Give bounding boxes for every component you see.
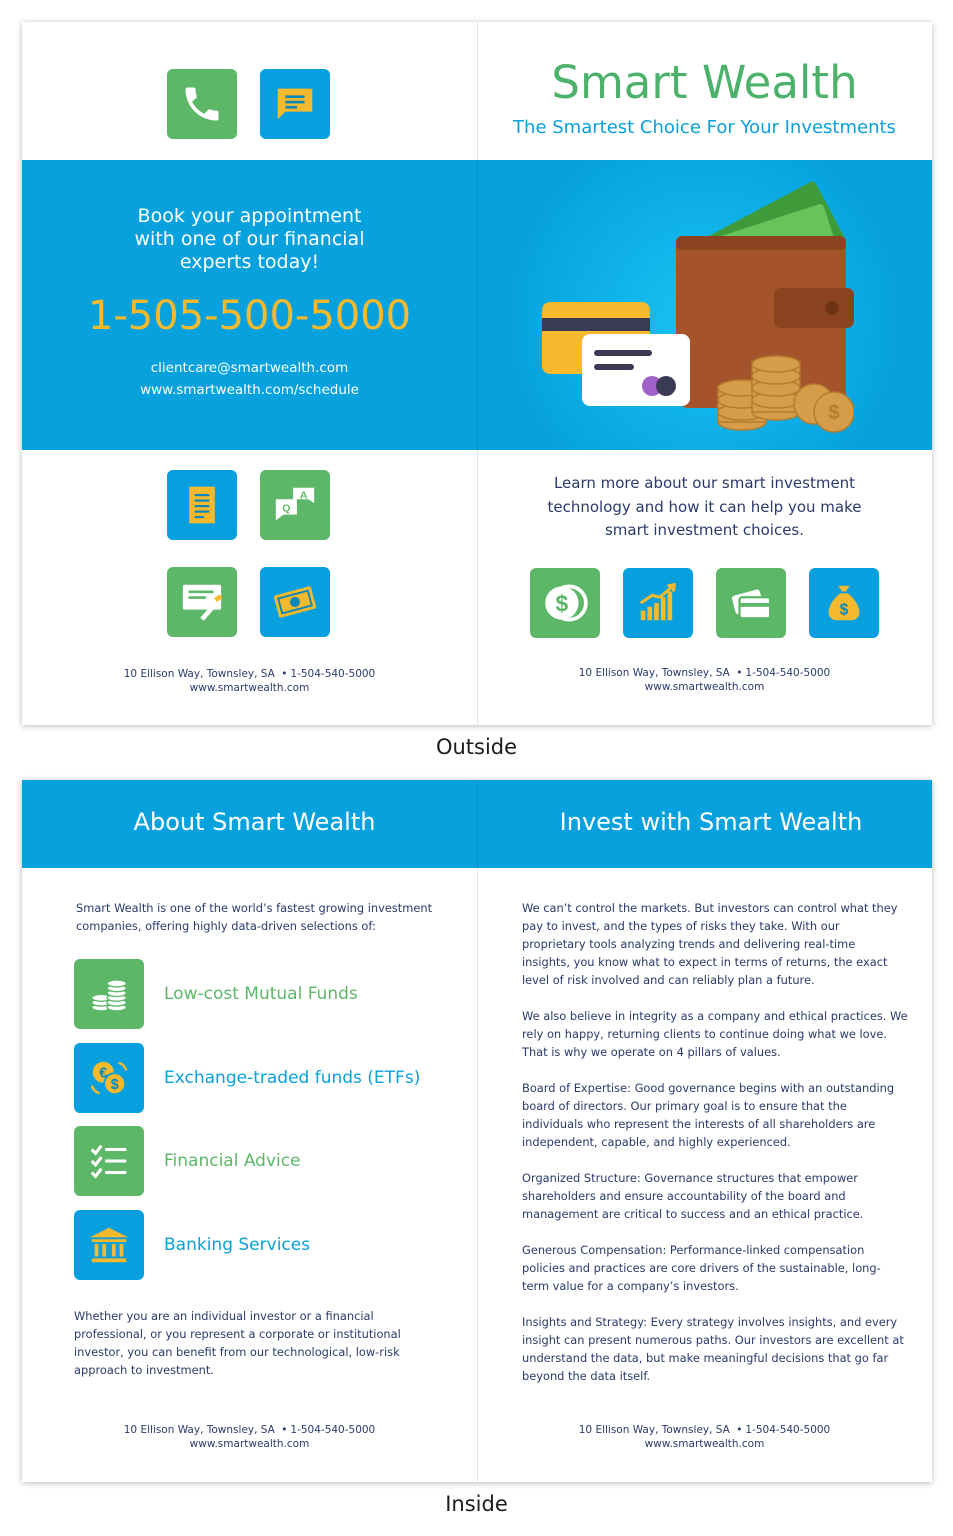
footer-phone[interactable]: 1-504-540-5000 [745,1424,831,1436]
tagline [477,472,932,543]
tagline-line: smart investment choices. [604,521,805,539]
invest-body [522,899,922,1403]
qa-icon [260,470,330,540]
footer-bullet: • [736,667,743,679]
invest-paragraph [522,1241,922,1295]
growth-chart-icon [623,568,693,638]
currency-exchange-icon [74,1043,144,1113]
money-bag-icon [809,568,879,638]
invest-line: Organized Structure: Governance structures that empower [522,1171,858,1185]
invest-heading: Invest with Smart Wealth [559,808,863,836]
brand-title: Smart Wealth [551,56,858,109]
footer-outside-right [477,666,932,694]
footer-address: 10 Ellison Way, Townsley, SA [578,1424,730,1436]
footer-phone[interactable]: 1-504-540-5000 [290,1424,376,1436]
invest-paragraph [522,1079,922,1151]
fold-line [477,22,478,725]
footer-address: 10 Ellison Way, Townsley, SA [578,667,730,679]
cta-line: Book your appointment [137,205,362,227]
coin-stack-icon [74,959,144,1029]
contact-email[interactable]: clientcare@smartwealth.com [150,360,349,376]
invest-line: proprietary tools analyzing trends and delivering real-time [522,937,856,951]
fold-line [477,780,478,1482]
invest-line: We also believe in integrity as a company and ethical practices. We [522,1009,908,1023]
invest-line: board of directors. Our primary goal is to ensure that the [522,1099,847,1113]
invest-line: independent, capable, and highly experienced. [522,1135,791,1149]
footer-contact-line [22,1423,477,1437]
phone-icon [167,69,237,139]
invest-line: term value for a company’s investors. [522,1279,739,1293]
about-intro-line: Smart Wealth is one of the world’s fastest growing investment [76,901,433,915]
invest-paragraph [522,899,922,989]
footer-inside-right [477,1423,932,1451]
invest-line: That is why we operate on 4 pillars of values. [522,1045,781,1059]
invest-line: management are critical to success and an ethical practice. [522,1207,864,1221]
invest-line: Insights and Strategy: Every strategy involves insights, and every [522,1315,898,1329]
cta-line: with one of our financial [134,228,365,250]
invest-line: Generous Compensation: Performance-linked compensation [522,1243,865,1257]
about-heading: About Smart Wealth [133,808,376,836]
footer-inside-left [22,1423,477,1451]
footer-address: 10 Ellison Way, Townsley, SA [123,668,275,680]
about-closing-line: approach to investment. [74,1363,214,1377]
appointment-phone[interactable]: 1-505-500-5000 [87,293,412,339]
invest-line: insight can present numerous paths. Our investors are excellent at [522,1333,904,1347]
svg-text:Q: Q [282,502,291,515]
invest-paragraph [522,1007,922,1061]
invest-paragraph [522,1313,922,1385]
cta-line: experts today! [179,251,320,273]
about-closing-line: Whether you are an individual investor or a financial [74,1309,374,1323]
footer-contact-line [477,666,932,680]
chat-icon [260,69,330,139]
footer-phone[interactable]: 1-504-540-5000 [745,667,831,679]
service-label: Exchange-traded funds (ETFs) [164,1068,421,1088]
about-intro-line: companies, offering highly data-driven selections of: [76,919,376,933]
bank-icon [74,1210,144,1280]
footer-website[interactable]: www.smartwealth.com [189,1438,310,1450]
invest-line: individuals who represent the interests of all shareholders are [522,1117,876,1131]
about-intro [76,899,456,935]
footer-contact-line [22,667,477,681]
presentation-icon [167,567,237,637]
footer-website[interactable]: www.smartwealth.com [644,1438,765,1450]
service-label: Banking Services [164,1235,311,1255]
invest-paragraph [522,1169,922,1223]
footer-address: 10 Ellison Way, Townsley, SA [123,1424,275,1436]
caption-inside: Inside [445,1492,508,1516]
footer-website[interactable]: www.smartwealth.com [189,682,310,694]
footer-bullet: • [736,1424,743,1436]
svg-text:$: $ [110,1077,119,1094]
footer-bullet: • [281,668,288,680]
tagline-line: technology and how it can help you make [547,497,862,516]
checklist-icon [74,1126,144,1196]
appointment-cta [22,205,477,274]
svg-text:$: $ [839,601,849,619]
service-financial-advice [74,1126,434,1196]
invest-line: We can’t control the markets. But investors can control what they [522,901,898,915]
invest-line: policies and practices are core drivers of the sustainable, long- [522,1261,881,1275]
footer-contact-line [477,1423,932,1437]
invest-line: understand the data, but make meaningful decisions that go far [522,1351,889,1365]
cash-icon [260,567,330,637]
wallet-card-icon [716,568,786,638]
footer-website[interactable]: www.smartwealth.com [644,681,765,693]
svg-text:€: € [99,1065,108,1082]
svg-text:$: $ [555,590,569,617]
schedule-link[interactable]: www.smartwealth.com/schedule [140,382,359,398]
footer-bullet: • [281,1424,288,1436]
dollar-coin-icon [530,568,600,638]
invest-line: beyond the data itself. [522,1369,651,1383]
invest-line: rely on happy, returning clients to continue doing what we love. [522,1027,888,1041]
brochure-inside-sheet [22,780,932,1482]
footer-phone[interactable]: 1-504-540-5000 [290,668,376,680]
about-closing [74,1307,454,1379]
invest-line: level of risk involved and can reliably plan a future. [522,973,815,987]
invest-line: shareholders and ensure accountability of the board and [522,1189,846,1203]
service-banking [74,1210,434,1280]
caption-outside: Outside [435,735,518,759]
invest-line: Board of Expertise: Good governance begins with an outstanding [522,1081,895,1095]
invest-line: insights, you know what to expect in terms of returns, the exact [522,955,888,969]
service-label: Low-cost Mutual Funds [164,984,358,1004]
footer-outside-left [22,667,477,695]
service-mutual-funds [74,959,434,1029]
service-label: Financial Advice [164,1151,301,1171]
document-icon [167,470,237,540]
brand-subtitle: The Smartest Choice For Your Investments [513,117,896,138]
svg-text:$: $ [828,402,840,424]
about-closing-line: professional, or you represent a corporate or institutional [74,1327,401,1341]
brochure-outside-sheet [22,22,932,725]
service-etfs [74,1043,434,1113]
about-closing-line: investor, you can benefit from our technological, low-risk [74,1345,400,1359]
tagline-line: Learn more about our smart investment [553,474,856,492]
invest-line: pay to invest, and the types of risks they take. With our [522,919,840,933]
wallet-cards-coins-illustration [534,172,854,442]
svg-text:A: A [299,489,308,502]
